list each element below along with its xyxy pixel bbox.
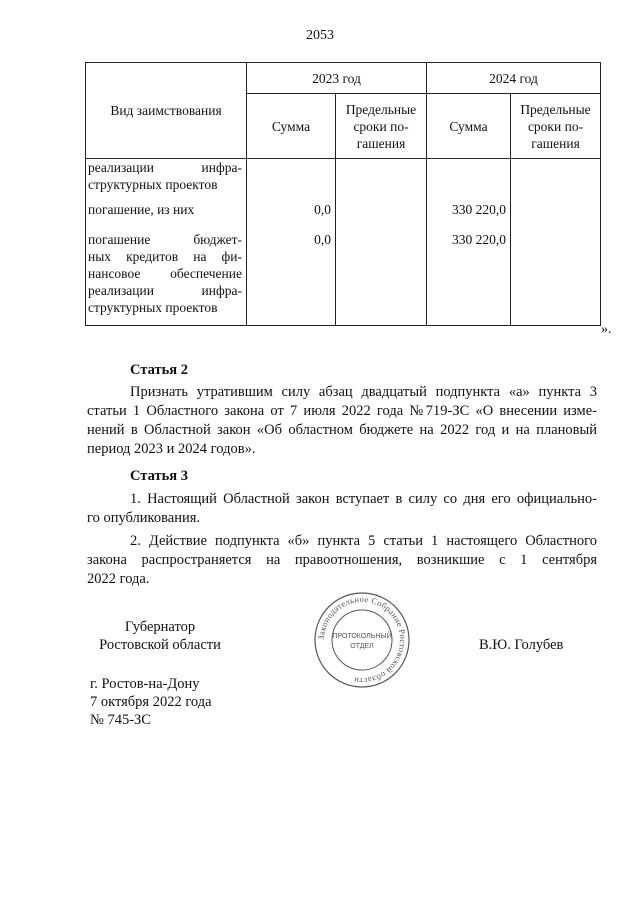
stamp-line-2: ОТДЕЛ [350, 643, 374, 650]
document-details [90, 675, 212, 729]
article-2-text: Признать утратившим силу абзац двадцатый подпункта «а» пункта 3 статьи 1 Областного закона от 7 июля 2022 года №719-ЗС «О внесении изме- нений в Областной закон «Об областном бюджете на 2022 год и на плановый период 2023 и 2024 годов». [87, 384, 597, 457]
header-sum-2023: Сумма [247, 94, 336, 159]
law-number: № 745-ЗС [90, 712, 151, 728]
article-3-paragraph-1: 1. Настоящий Областной закон вступает в силу со дня его официально- го опубликования. [87, 491, 597, 526]
stamp-ring-text: Законодательное Собрание Ростовской области [315, 593, 409, 687]
article-2-heading: Статья 2 [130, 362, 188, 378]
header-limit-2024: Предельные сроки по- гашения [511, 94, 601, 159]
row-c-2024: 330 220,0 [427, 231, 511, 326]
row-b-2024: 330 220,0 [427, 201, 511, 231]
row-a-label: реализации инфра- структурных проектов [86, 159, 247, 202]
page-number: 2053 [306, 28, 334, 43]
official-stamp [312, 590, 412, 690]
header-year-2024: 2024 год [427, 63, 601, 94]
city: г. Ростов-на-Дону [90, 676, 200, 692]
signatory-title: Губернатор Ростовской области [99, 619, 221, 653]
article-3-heading: Статья 3 [130, 468, 188, 484]
signatory-name: В.Ю. Голубев [479, 637, 564, 653]
row-b-2023: 0,0 [247, 201, 336, 231]
header-kind: Вид заимствования [86, 63, 247, 159]
row-c-2023: 0,0 [247, 231, 336, 326]
header-limit-2023: Предельные сроки по- гашения [336, 94, 427, 159]
date: 7 октября 2022 года [90, 694, 212, 710]
row-b-label: погашение, из них [86, 201, 247, 231]
borrowing-table [85, 62, 601, 326]
article-3-paragraph-2: 2. Действие подпункта «б» пункта 5 статьи 1 настоящего Областного закона распространяется на правоотношения, возникшие с 1 сентября 2022 года. [87, 533, 597, 587]
closing-quote: ». [601, 322, 612, 337]
header-year-2023: 2023 год [247, 63, 427, 94]
svg-text:Законодательное Собрание Росто [316, 594, 408, 686]
stamp-line-1: ПРОТОКОЛЬНЫЙ [332, 633, 392, 640]
header-sum-2024: Сумма [427, 94, 511, 159]
row-c-label: погашение бюджет- ных кредитов на фи- нансовое обеспечение реализации инфра- структурных проектов [86, 231, 247, 326]
